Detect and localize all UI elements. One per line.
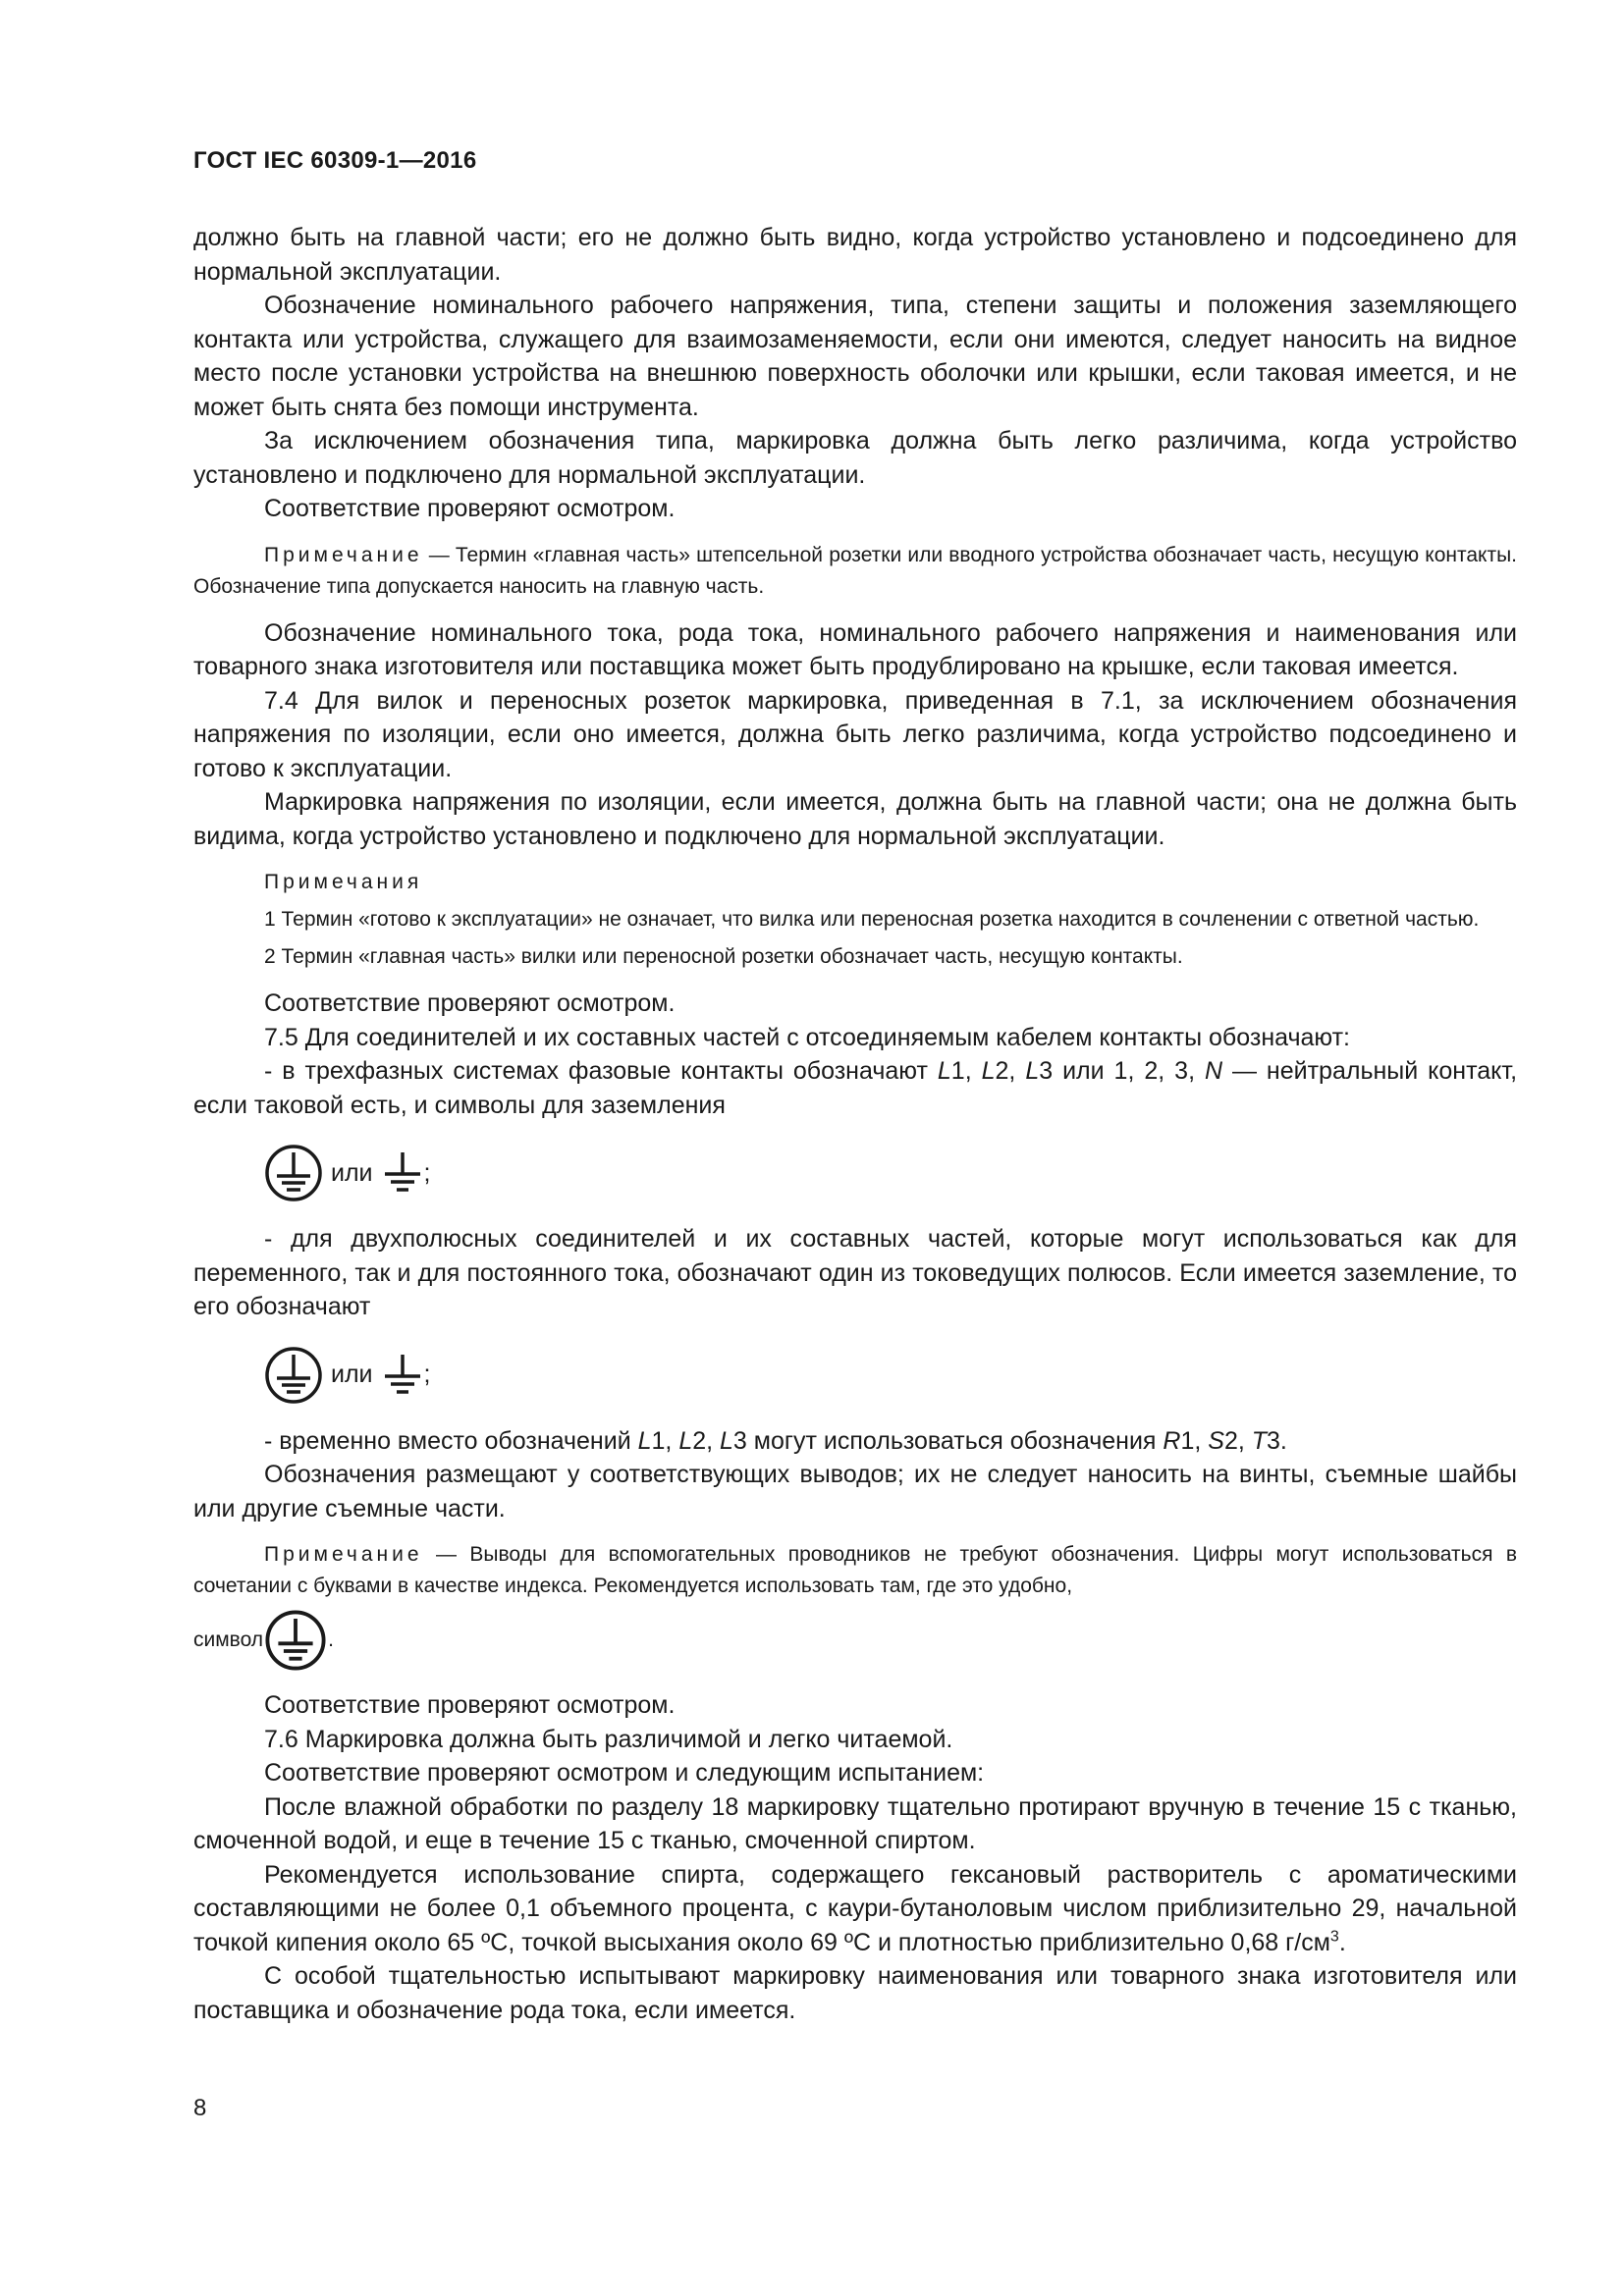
note-text: — Термин «главная часть» штепсельной розетки или вводного устройства обозначает часть, несущую контакты. Обозначение типа допускается наносить на главную часть. bbox=[193, 543, 1517, 598]
document-body bbox=[193, 221, 1517, 2027]
paragraph: Рекомендуется использование спирта, содержащего гексановый растворитель с ароматическими составляющими не более 0,1 объемного процента, с каури-бутаноловым числом приблизительно 29, начальной точкой кипения около 65 ºС, точкой высыхания около 69 ºС и плотностью приблизительно 0,68 $г/см^3$. bbox=[193, 1860, 1517, 1956]
paragraph: Обозначение номинального рабочего напряжения, типа, степени защиты и положения заземляющего контакта или устройства, служащего для взаимозаменяемости, если они имеются, следует наносить на видное место после установки устройства на внешнюю поверхность оболочки или крышки, если таковая имеется, и не может быть снята без помощи инструмента. bbox=[193, 292, 1517, 421]
paragraph: Обозначения размещают у соответствующих выводов; их не следует наносить на винты, съемные шайбы или другие съемные части. bbox=[193, 1461, 1517, 1522]
protective-earth-icon bbox=[264, 1346, 323, 1405]
earth-symbols-row: или ; bbox=[264, 1346, 1517, 1405]
protective-earth-icon bbox=[264, 1144, 323, 1202]
note: Примечание — Выводы для вспомогательных проводников не требуют обозначения. Цифры могут использоваться в сочетании с буквами в качестве индекса. Рекомендуется использовать там, где это удобно, символ . bbox=[193, 1539, 1517, 1675]
note-label: Примечание bbox=[264, 1543, 423, 1566]
paragraph: 7.4 Для вилок и переносных розеток маркировка, приведенная в 7.1, за исключением обозначения напряжения по изоляции, если оно имеется, должна быть легко различима, когда устройство подсоединено и готово к эксплуатации. bbox=[193, 686, 1517, 782]
paragraph: Соответствие проверяют осмотром. bbox=[264, 989, 676, 1017]
notes bbox=[193, 867, 1517, 973]
or-text: или bbox=[331, 1158, 373, 1187]
note-label: Примечание bbox=[264, 543, 423, 566]
note bbox=[193, 540, 1517, 603]
document-header: ГОСТ IEC 60309-1—2016 bbox=[193, 147, 477, 174]
paragraph: - для двухполюсных соединителей и их составных частей, которые могут использоваться как для переменного, так и для постоянного тока, обозначают один из токоведущих полюсов. Если имеется заземление, то его обозначают bbox=[193, 1225, 1517, 1320]
notes-label: Примечания bbox=[264, 871, 423, 893]
or-text: или bbox=[331, 1361, 373, 1388]
paragraph: должно быть на главной части; его не должно быть видно, когда устройство установлено и подсоединено для нормальной эксплуатации. bbox=[193, 224, 1517, 286]
earth-symbols-row: или ; bbox=[264, 1144, 1517, 1202]
note-text: — Выводы для вспомогательных проводников не требуют обозначения. Цифры могут использоваться в сочетании с буквами в качестве индекса. Рекомендуется использовать там, где это удобно, bbox=[193, 1543, 1517, 1597]
paragraph: После влажной обработки по разделу 18 маркировку тщательно протирают вручную в течение 15 с тканью, смоченной водой, и еще в течение 15 с тканью, смоченной спиртом. bbox=[193, 1792, 1517, 1854]
paragraph: С особой тщательностью испытывают маркировку наименования или товарного знака изготовителя или поставщика и обозначение рода тока, если имеется. bbox=[193, 1962, 1517, 2024]
page-number: 8 bbox=[193, 2095, 207, 2121]
paragraph: - временно вместо обозначений L1, L2, L3 могут использоваться обозначения R1, S2, T3. bbox=[264, 1426, 1287, 1455]
paragraph: Маркировка напряжения по изоляции, если имеется, должна быть на главной части; она не должна быть видима, когда устройство установлено и подключено для нормальной эксплуатации. bbox=[193, 788, 1517, 850]
note-item: 2 Термин «главная часть» вилки или переносной розетки обозначает часть, несущую контакты. bbox=[264, 945, 1183, 968]
paragraph: 7.5 Для соединителей и их составных частей с отсоединяемым кабелем контакты обозначают: bbox=[264, 1023, 1351, 1051]
paragraph: 7.6 Маркировка должна быть различимой и легко читаемой. bbox=[264, 1725, 953, 1753]
paragraph: Соответствие проверяют осмотром и следующим испытанием: bbox=[264, 1759, 985, 1787]
symbol-word: символ bbox=[193, 1629, 264, 1651]
note-item: 1 Термин «готово к эксплуатации» не означает, что вилка или переносная розетка находится в сочленении с ответной частью. bbox=[264, 908, 1480, 931]
paragraph: За исключением обозначения типа, маркировка должна быть легко различима, когда устройство установлено и подключено для нормальной эксплуатации. bbox=[193, 427, 1517, 489]
paragraph: Обозначение номинального тока, рода тока, номинального рабочего напряжения и наименования или товарного знака изготовителя или поставщика может быть продублировано на крышке, если таковая имеется. bbox=[193, 618, 1517, 680]
earth-ground-icon bbox=[381, 1353, 424, 1398]
paragraph: Соответствие проверяют осмотром. bbox=[264, 495, 676, 522]
protective-earth-icon bbox=[263, 1608, 328, 1673]
paragraph: - в трехфазных системах фазовые контакты обозначают L1, L2, L3 или 1, 2, 3, N — нейтральный контакт, если таковой есть, и символы для заземления bbox=[193, 1057, 1518, 1119]
paragraph: Соответствие проверяют осмотром. bbox=[264, 1691, 676, 1719]
earth-ground-icon bbox=[381, 1150, 424, 1196]
